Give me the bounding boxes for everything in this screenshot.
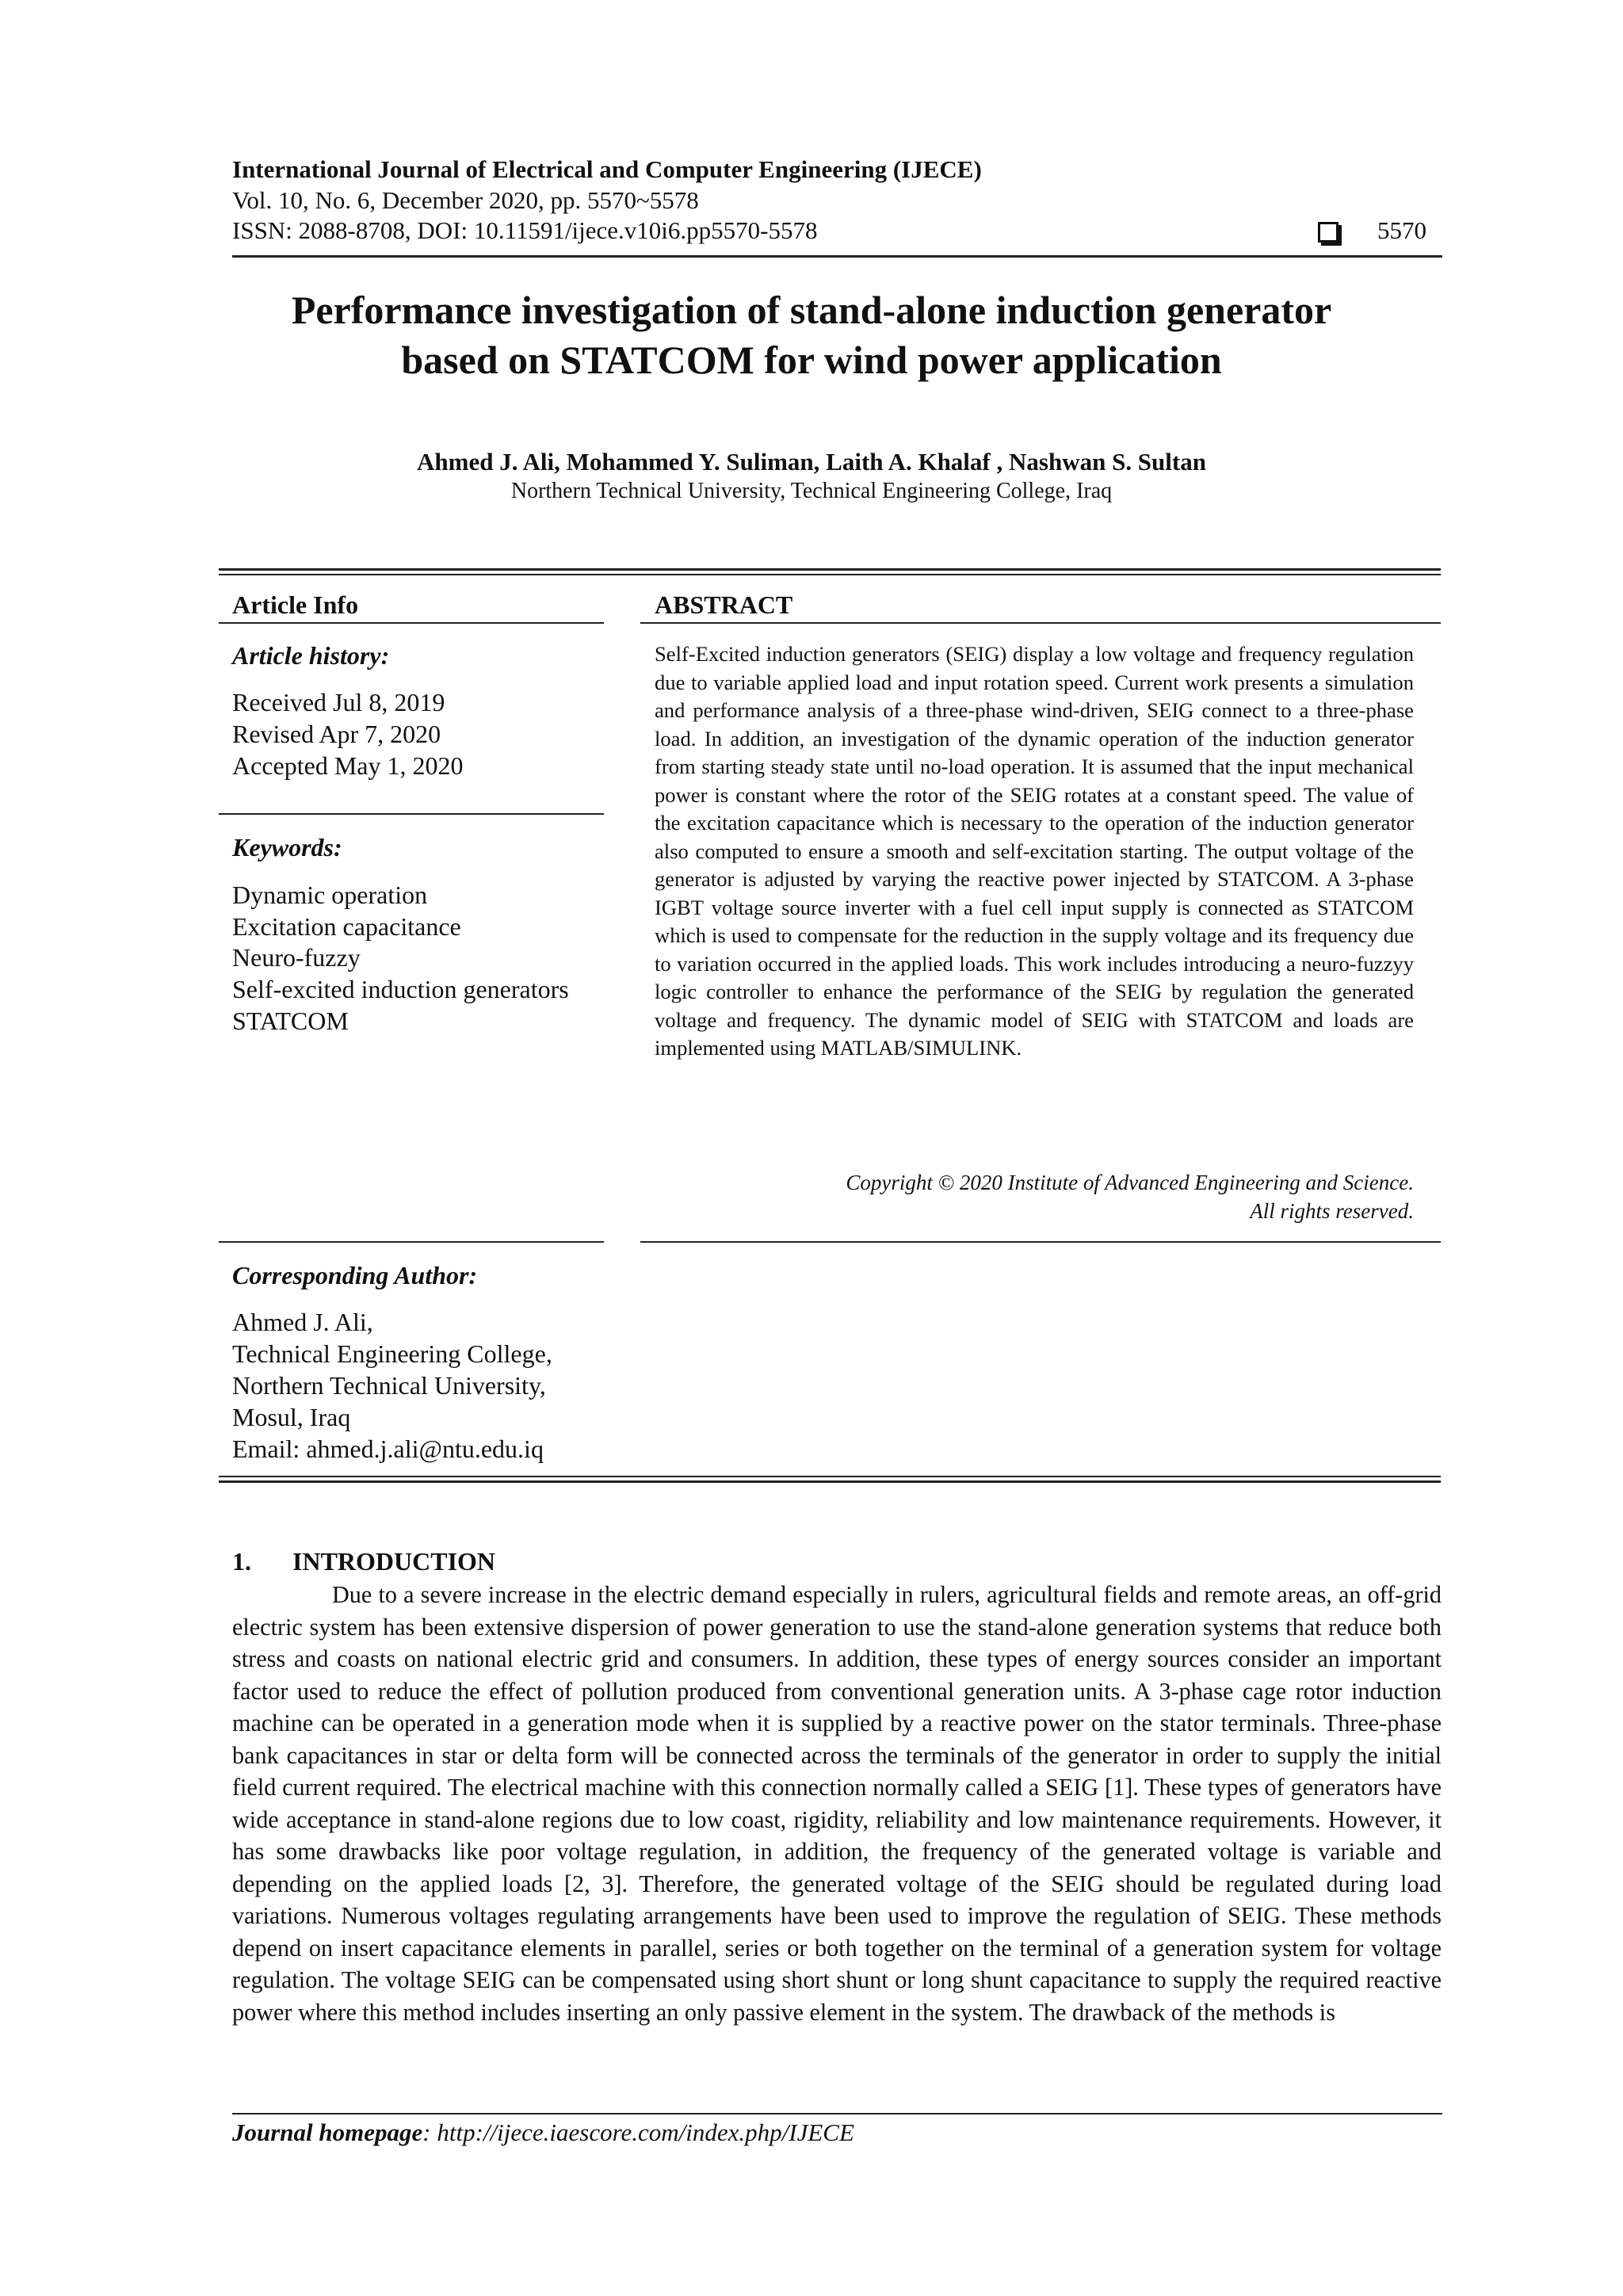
revised-date: Revised Apr 7, 2020 bbox=[232, 720, 441, 748]
info-box-top-rule-inner bbox=[219, 574, 1441, 575]
info-box-top-rule bbox=[219, 568, 1441, 571]
paper-title-line-1: Performance investigation of stand-alone induction generator bbox=[291, 288, 1332, 332]
info-box-bottom-rule bbox=[219, 1480, 1441, 1483]
introduction-heading bbox=[232, 1548, 495, 1575]
accepted-date: Accepted May 1, 2020 bbox=[232, 751, 464, 780]
keyword: Self-excited induction generators bbox=[232, 975, 569, 1003]
abstract-text: Self-Excited induction generators (SEIG) display a low voltage and frequency regulation due to variable applied load and input rotation speed. Current work presents a simulation and performance analysis of a three-phase wind-driven, SEIG connect to a three-phase load. In addition, an investigation of the dynamic operation of the induction generator from starting steady state until no-load operation. It is assumed that the input mechanical power is constant where the rotor of the SEIG rotates at a constant speed. The value of the excitation capacitance which is necessary to the operation of the induction generator also computed to ensure a smooth and self-excitation starting. The output voltage of the generator is adjusted by varying the reactive power injected by STATCOM. A 3-phase IGBT voltage source inverter with a fuel cell input supply is connected as STATCOM which is used to compensate for the reduction in the supply voltage and its frequency due to variation occurred in the applied loads. This work includes introducing a neuro-fuzzyy logic controller to enhance the performance of the SEIG by regulation the generated voltage and frequency. The dynamic model of SEIG with STATCOM and loads are implemented using MATLAB/SIMULINK. bbox=[655, 642, 1414, 1060]
abstract-rule bbox=[640, 622, 1441, 624]
volume-info: Vol. 10, No. 6, December 2020, pp. 5570~5578 bbox=[232, 186, 699, 214]
paper-title-line-2: based on STATCOM for wind power application bbox=[401, 338, 1222, 382]
copyright-line-2: All rights reserved. bbox=[1250, 1199, 1414, 1223]
corresponding-author-heading: Corresponding Author: bbox=[232, 1261, 478, 1289]
keyword: Neuro-fuzzy bbox=[232, 943, 361, 972]
homepage-link[interactable]: : http://ijece.iaescore.com/index.php/IJECE bbox=[422, 2118, 854, 2146]
author-university: Northern Technical University, bbox=[232, 1371, 546, 1400]
journal-name: International Journal of Electrical and Computer Engineering (IJECE) bbox=[232, 155, 982, 183]
copyright-line-1: Copyright © 2020 Institute of Advanced Engineering and Science. bbox=[846, 1171, 1414, 1194]
received-date: Received Jul 8, 2019 bbox=[232, 688, 445, 716]
keyword: Dynamic operation bbox=[232, 881, 428, 909]
section-number: 1. bbox=[232, 1547, 251, 1576]
article-info-rule bbox=[219, 622, 604, 624]
keyword: STATCOM bbox=[232, 1007, 349, 1035]
box-icon bbox=[1318, 222, 1338, 243]
keyword: Excitation capacitance bbox=[232, 912, 461, 941]
journal-homepage bbox=[232, 2119, 854, 2146]
section-title: INTRODUCTION bbox=[292, 1547, 496, 1576]
article-history-heading: Article history: bbox=[232, 641, 390, 670]
header-rule bbox=[232, 255, 1442, 258]
page-number: 5570 bbox=[1377, 216, 1426, 244]
abstract-bottom-rule bbox=[640, 1241, 1441, 1243]
abstract-heading: ABSTRACT bbox=[655, 590, 793, 619]
corresponding-rule bbox=[219, 1241, 604, 1243]
introduction-text: Due to a severe increase in the electric demand especially in rulers, agricultural fields and remote areas, an off-grid electric system has been extensive dispersion of power generation to use the stand-alone generation systems that reduce both stress and coasts on national electric grid and consumers. In addition, these types of energy sources consider an important factor used to reduce the effect of pollution produced from conventional generation units. A 3-phase cage rotor induction machine can be operated in a generation mode when it is supplied by a reactive power on the stator terminals. Three-phase bank capacitances in star or delta form will be connected across the terminals of the generator in order to supply the initial field current required. The electrical machine with this connection normally called a SEIG [1]. These types of generators have wide acceptance in stand-alone regions due to low coast, rigidity, reliability and low maintenance requirements. However, it has some drawbacks like poor voltage regulation, in addition, the frequency of the generated voltage is variable and depending on the applied loads [2, 3]. Therefore, the generated voltage of the SEIG should be regulated during load variations. Numerous voltages regulating arrangements have been used to improve the regulation of SEIG. These methods depend on insert capacitance elements in parallel, series or both together on the terminal of a generation system for voltage regulation. The voltage SEIG can be compensated using short shunt or long shunt capacitance to supply the required reactive power where this method includes inserting an only passive element in the system. The drawback of the methods is bbox=[232, 1581, 1442, 2026]
keywords-heading: Keywords: bbox=[232, 833, 342, 861]
footer-rule bbox=[232, 2113, 1442, 2115]
keywords-rule bbox=[219, 813, 604, 815]
article-info-heading: Article Info bbox=[232, 590, 359, 619]
footer-label: Journal homepage bbox=[232, 2118, 423, 2146]
author-list: Ahmed J. Ali, Mohammed Y. Suliman, Laith A. Khalaf , Nashwan S. Sultan bbox=[417, 448, 1206, 476]
info-box-bottom-rule-inner bbox=[219, 1476, 1441, 1477]
author-name: Ahmed J. Ali, bbox=[232, 1308, 373, 1336]
author-city: Mosul, Iraq bbox=[232, 1403, 351, 1431]
issn-doi: ISSN: 2088-8708, DOI: 10.11591/ijece.v10i6.pp5570-5578 bbox=[232, 216, 818, 244]
author-college: Technical Engineering College, bbox=[232, 1339, 552, 1368]
affiliation: Northern Technical University, Technical Engineering College, Iraq bbox=[510, 479, 1113, 503]
author-email: Email: ahmed.j.ali@ntu.edu.iq bbox=[232, 1435, 544, 1463]
